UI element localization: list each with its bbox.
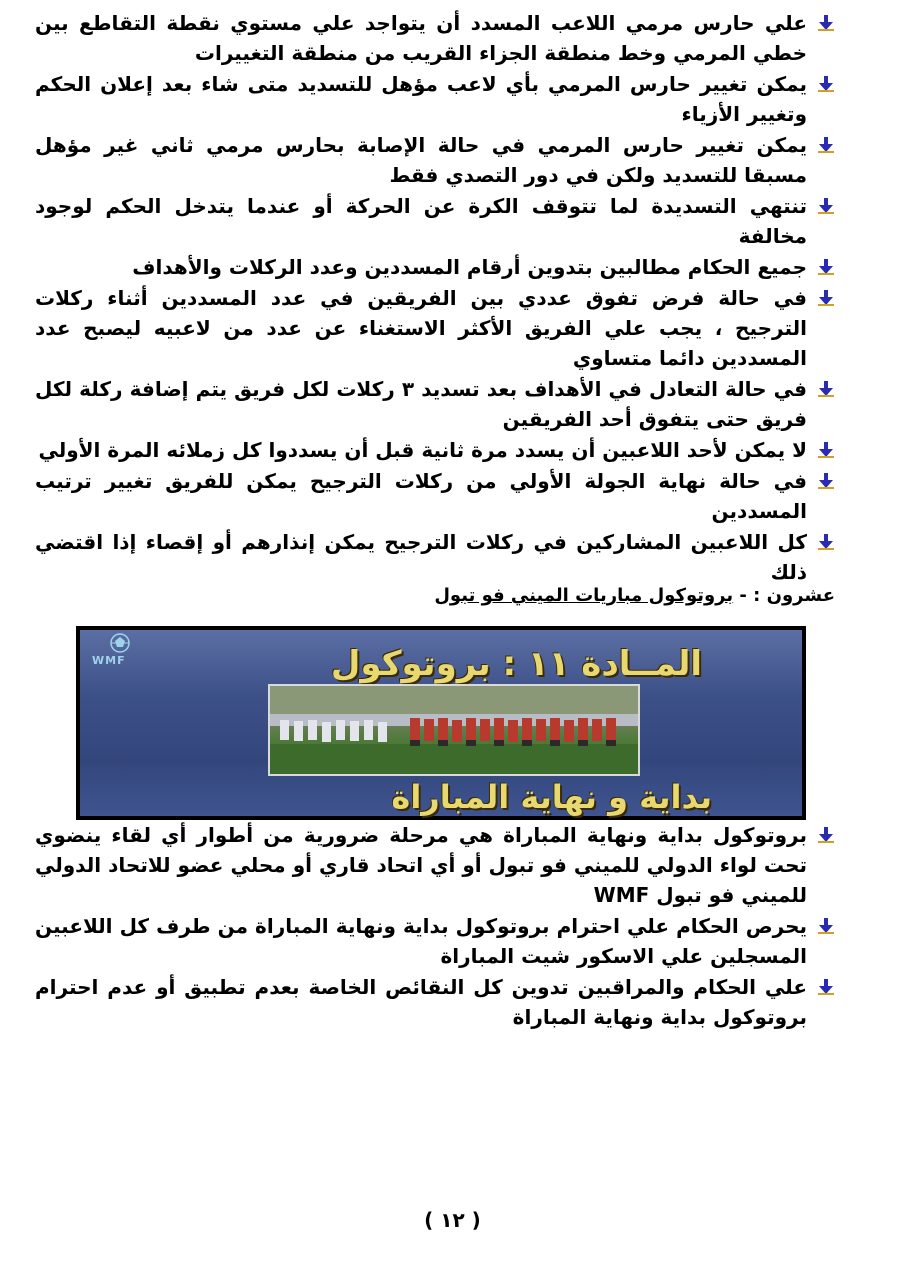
- list-item: [35, 972, 835, 1032]
- list-item: [35, 435, 835, 465]
- arrow-bullet-icon: [817, 75, 835, 93]
- page-number: ( ١٢ ): [424, 1208, 481, 1232]
- list-item-text: في حالة فرض تفوق عددي بين الفريقين في عدد المسددين أثناء ركلات الترجيح ، يجب علي الفريق الأكثر الاستغناء عن عدد من لاعبيه ليصبح عدد المسددين دائما متساوي: [35, 286, 807, 370]
- list-item-text: في حالة نهاية الجولة الأولي من ركلات الترجيح يمكن للفريق تغيير ترتيب المسددين: [35, 469, 807, 523]
- arrow-bullet-icon: [817, 917, 835, 935]
- arrow-bullet-icon: [817, 826, 835, 844]
- list-item-text: يمكن تغيير حارس المرمي بأي لاعب مؤهل للتسديد متى شاء بعد إعلان الحكم وتغيير الأزياء: [35, 72, 807, 126]
- arrow-bullet-icon: [817, 978, 835, 996]
- list-item: [35, 911, 835, 971]
- list-item: [35, 283, 835, 373]
- list-item: [35, 130, 835, 190]
- arrow-bullet-icon: [817, 14, 835, 32]
- list-item-text: كل اللاعبين المشاركين في ركلات الترجيح يمكن إنذارهم أو إقصاء إذا اقتضي ذلك: [35, 530, 807, 584]
- players-illustration: [270, 686, 638, 774]
- list-item: [35, 252, 835, 282]
- arrow-bullet-icon: [817, 136, 835, 154]
- arrow-bullet-icon: [817, 533, 835, 551]
- banner-subtitle: بداية و نهاية المباراة: [391, 778, 712, 816]
- protocol-banner-image: [76, 626, 806, 820]
- team-lineup-photo: [268, 684, 640, 776]
- list-item: [35, 527, 835, 587]
- arrow-bullet-icon: [817, 258, 835, 276]
- list-item-text: علي حارس مرمي اللاعب المسدد أن يتواجد علي مستوي نقطة التقاطع بين خطي المرمي وخط منطقة الجزاء القريب من منطقة التغييرات: [35, 11, 807, 65]
- arrow-bullet-icon: [817, 441, 835, 459]
- list-item-text: تنتهي التسديدة لما تتوقف الكرة عن الحركة أو عندما يتدخل الحكم لوجود مخالفة: [35, 194, 807, 248]
- section-title: بروتوكول مباريات الميني فو تبول: [434, 585, 734, 606]
- arrow-bullet-icon: [817, 472, 835, 490]
- arrow-bullet-icon: [817, 289, 835, 307]
- list-item: [35, 466, 835, 526]
- list-item: [35, 374, 835, 434]
- list-item-text: يمكن تغيير حارس المرمي في حالة الإصابة بحارس مرمي ثاني غير مؤهل مسبقا للتسديد ولكن في دور التصدي فقط: [35, 133, 807, 187]
- list-item: [35, 69, 835, 129]
- section-number: عشرون : -: [739, 585, 835, 606]
- arrow-bullet-icon: [817, 380, 835, 398]
- logo-text: WMF: [92, 654, 126, 667]
- list-item-text: لا يمكن لأحد اللاعبين أن يسدد مرة ثانية قبل أن يسددوا كل زملائه المرة الأولي: [38, 438, 807, 462]
- list-item-text: جميع الحكام مطالبين بتدوين أرقام المسددين وعدد الركلات والأهداف: [132, 255, 807, 279]
- list-item: [35, 191, 835, 251]
- rules-list-top: [35, 8, 835, 588]
- list-item: [35, 8, 835, 68]
- protocol-list: [35, 820, 835, 1033]
- banner-title: المــادة ١١ : بروتوكول: [330, 644, 702, 684]
- section-heading: [434, 582, 835, 610]
- list-item-text: يحرص الحكام علي احترام بروتوكول بداية ونهاية المباراة من طرف كل اللاعبين المسجلين علي الاسكور شيت المباراة: [35, 914, 807, 968]
- list-item-text: علي الحكام والمراقبين تدوين كل النقائص الخاصة بعدم تطبيق أو عدم احترام بروتوكول بداية ونهاية المباراة: [35, 975, 807, 1029]
- arrow-bullet-icon: [817, 197, 835, 215]
- banner-background: [80, 630, 802, 816]
- list-item-text: في حالة التعادل في الأهداف بعد تسديد ٣ ركلات لكل فريق يتم إضافة ركلة لكل فريق حتى يتفوق أحد الفريقين: [35, 377, 808, 431]
- list-item: [35, 820, 835, 910]
- list-item-text: بروتوكول بداية ونهاية المباراة هي مرحلة ضرورية من أطوار أي لقاء ينضوي تحت لواء الدولي للميني فو تبول أو أي اتحاد قاري أو محلي عضو للاتحاد الدولي للميني فو تبول WMF: [35, 823, 807, 907]
